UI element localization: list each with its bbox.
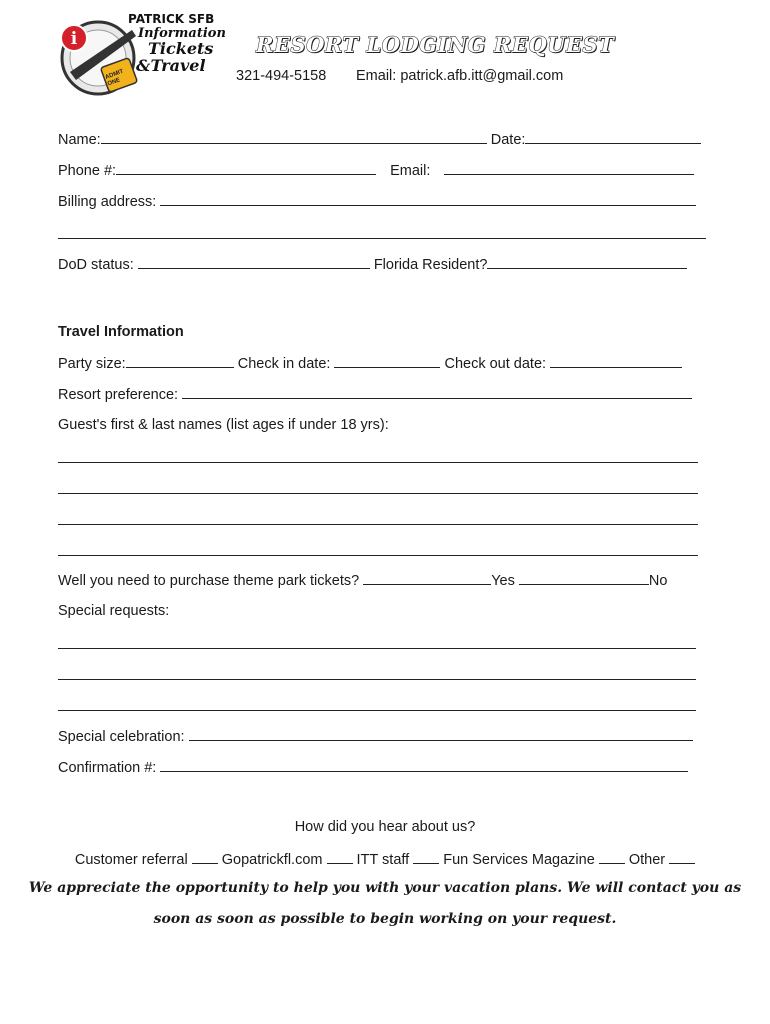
guests-field-line-1[interactable] [58,462,698,463]
closing-note-line-2: soon as soon as possible to begin working on your request. [153,911,617,927]
email-field[interactable] [444,161,694,175]
celebration-field[interactable] [189,727,693,741]
tickets-yes-field[interactable] [363,571,491,585]
itt-logo [56,12,224,104]
name-label: Name: [58,132,101,148]
dod-row [58,255,687,274]
celebration-label: Special celebration: [58,729,185,745]
survey-option-website: Gopatrickfl.com [221,852,323,868]
special-field-line-1[interactable] [58,648,696,649]
dates-row [58,354,682,373]
survey-staff-field[interactable] [413,850,439,864]
survey-referral-field[interactable] [192,850,218,864]
contact-email: Email: patrick.afb.itt@gmail.com [356,68,564,84]
special-field-line-2[interactable] [58,679,696,680]
logo-ticket-badge: ADMIT ONE [104,68,125,88]
logo-line-1: PATRICK SFB [128,12,215,26]
guests-field-line-4[interactable] [58,555,698,556]
survey-options [0,850,770,868]
survey-website-field[interactable] [327,850,353,864]
logo-line-2: Information [138,26,226,41]
checkin-field[interactable] [334,354,440,368]
special-field-line-3[interactable] [58,710,696,711]
tickets-question: Well you need to purchase theme park tickets? [58,573,360,589]
survey-other-field[interactable] [669,850,695,864]
special-label: Special requests: [58,603,170,619]
tickets-no-label: No [648,573,668,589]
checkout-label: Check out date: [444,356,547,372]
guests-field-line-3[interactable] [58,524,698,525]
checkin-label: Check in date: [237,356,331,372]
billing-row [58,192,696,211]
logo-line-4: &Travel [136,56,206,75]
date-label: Date: [490,132,526,148]
survey-option-magazine: Fun Services Magazine [443,852,595,868]
dod-label: DoD status: [58,257,134,273]
guests-field-line-2[interactable] [58,493,698,494]
svg-text:i: i [70,29,78,49]
celebration-row [58,727,693,746]
checkout-field[interactable] [550,354,682,368]
page-title: RESORT LODGING REQUEST [256,32,615,57]
dod-field[interactable] [138,255,370,269]
resort-label: Resort preference: [58,387,179,403]
logo-line-3: Tickets [148,39,214,58]
phone-field[interactable] [116,161,376,175]
confirmation-field[interactable] [160,758,688,772]
phone-label: Phone #: [58,163,117,179]
name-row [58,130,701,149]
billing-label: Billing address: [58,194,157,210]
resort-row [58,385,692,404]
date-field[interactable] [525,130,701,144]
tickets-yes-label: Yes [491,573,515,589]
survey-option-referral: Customer referral [74,852,188,868]
tickets-no-field[interactable] [519,571,649,585]
tickets-row [58,571,667,590]
billing-field-line-2[interactable] [58,238,706,239]
florida-field[interactable] [487,255,687,269]
email-label: Email: [390,163,431,179]
closing-note-line-1: We appreciate the opportunity to help you with your vacation plans. We will contact you as [28,880,742,896]
florida-label: Florida Resident? [373,257,488,273]
survey-magazine-field[interactable] [599,850,625,864]
party-label: Party size: [58,356,126,372]
survey-question: How did you hear about us? [294,819,476,835]
confirmation-row [58,758,688,777]
resort-field[interactable] [182,385,692,399]
survey-option-staff: ITT staff [356,852,410,868]
name-field[interactable] [101,130,487,144]
phone-row [58,161,694,180]
survey-option-other: Other [628,852,666,868]
party-field[interactable] [126,354,234,368]
billing-field[interactable] [160,192,696,206]
phone-number: 321-494-5158 [236,68,327,84]
travel-heading: Travel Information [58,324,184,340]
guests-label: Guest's first & last names (list ages if under 18 yrs): [58,417,389,433]
confirmation-label: Confirmation #: [58,760,157,776]
